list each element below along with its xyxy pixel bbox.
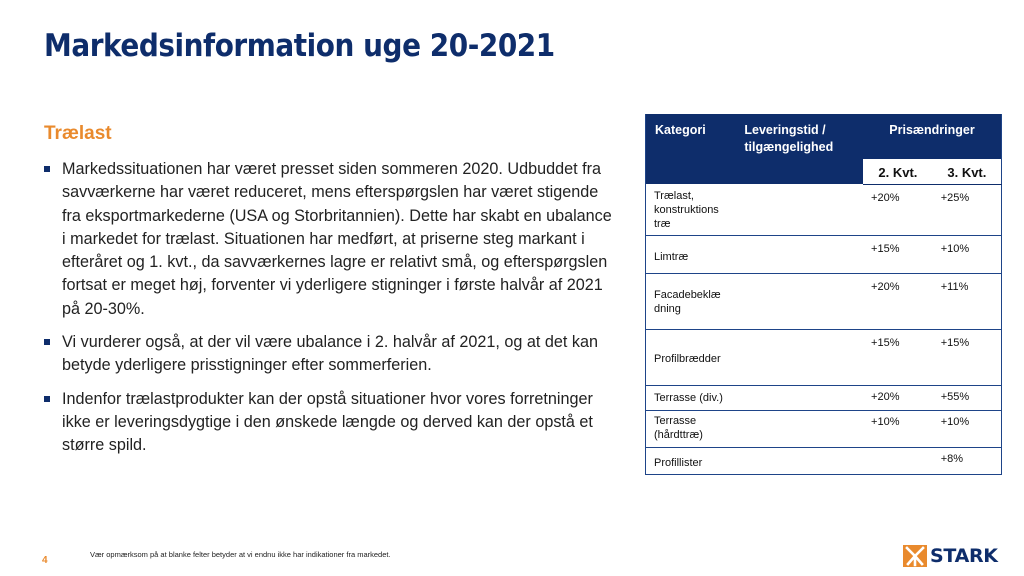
bullet-text: Vi vurderer også, at der vil være ubalance i 2. halvår af 2021, og at det kan betyde yderligere prisstigninger efter sommerferien. [62,333,599,375]
header-q3: 3. Kvt. [933,159,1002,184]
square-bullet-icon [44,166,50,172]
header-q2: 2. Kvt. [863,159,933,184]
category-cell: Limtræ [646,236,736,274]
table-row [646,448,1002,475]
delivery-cell [735,236,863,274]
section-heading: Trælast [44,123,112,144]
q3-cell: +10% [933,411,1002,448]
q3-cell: +11% [933,274,1002,330]
table-row [646,411,1002,448]
q2-cell: +15% [863,330,933,386]
page-number: 4 [42,555,48,566]
category-cell: Facadebeklæ dning [646,274,736,330]
q2-cell: +15% [863,236,933,274]
page-title: Markedsinformation uge 20-2021 [44,28,555,64]
logo-text: STARK [930,545,998,567]
square-bullet-icon [44,396,50,402]
delivery-cell [735,330,863,386]
table-row [646,274,1002,330]
bullet-text: Markedssituationen har været presset siden sommeren 2020. Udbuddet fra savværkerne har været reduceret, mens efterspørgslen har været stigende fra eksportmarkederne (USA og Storbritannien). Dette har skabt en ubalance i markedet for trælast. Situationen har medført, at priserne steg markant i efteråret og 1. kvt., da savværkernes lagre er relativt små, og efterspørgslen fortsat er meget høj, forventer vi yderligere stigninger i første halvår af 2021 på 20-30%. [62,160,612,318]
price-table [645,114,1002,475]
category-cell: Terrasse (div.) [646,386,736,411]
q3-cell: +10% [933,236,1002,274]
table-row [646,386,1002,411]
stark-logo [903,545,998,567]
table-row [646,236,1002,274]
square-bullet-icon [44,339,50,345]
delivery-cell [735,448,863,475]
q2-cell: +20% [863,274,933,330]
delivery-cell [735,411,863,448]
bullet-list [44,158,619,468]
category-cell: Profilbrædder [646,330,736,386]
category-cell: Profillister [646,448,736,475]
footnote: Vær opmærksom på at blanke felter betyder at vi endnu ikke har indikationer fra markedet. [90,550,391,559]
bullet-item [44,331,619,378]
category-cell: Terrasse (hårdttræ) [646,411,736,448]
delivery-cell [735,184,863,236]
bullet-text: Indenfor trælastprodukter kan der opstå situationer hvor vores forretninger ikke er leveringsdygtige i den ønskede længde og derved kan der opstå et større spild. [62,389,593,455]
bullet-item [44,158,619,321]
category-cell: Trælast, konstruktions træ [646,184,736,236]
delivery-cell [735,274,863,330]
q3-cell: +55% [933,386,1002,411]
table-row [646,184,1002,236]
header-category: Kategori [646,114,736,184]
q3-cell: +25% [933,184,1002,236]
header-price-changes: Prisændringer [863,114,1001,159]
q2-cell [863,448,933,475]
table-row [646,330,1002,386]
header-delivery: Leveringstid / tilgængelighed [735,114,863,184]
delivery-cell [735,386,863,411]
bullet-item [44,388,619,458]
stark-emblem-icon [903,545,927,567]
q3-cell: +15% [933,330,1002,386]
q2-cell: +20% [863,386,933,411]
q3-cell: +8% [933,448,1002,475]
q2-cell: +10% [863,411,933,448]
q2-cell: +20% [863,184,933,236]
